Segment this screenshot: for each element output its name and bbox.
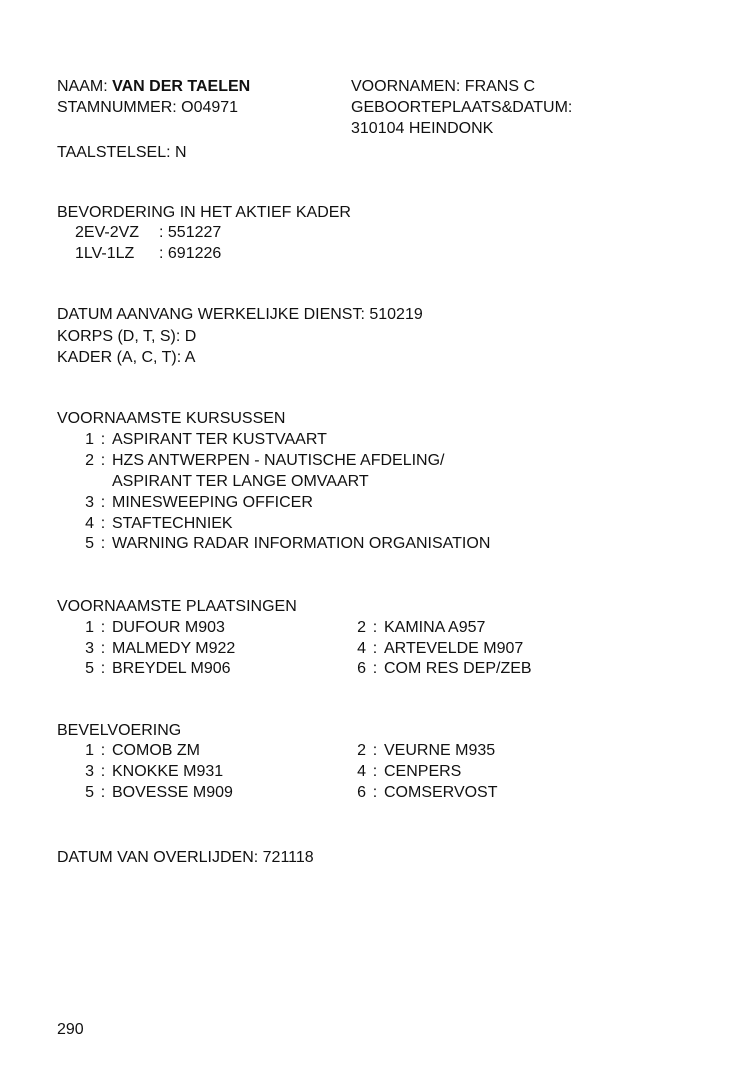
- plaatsing-text: COM RES DEP/ZEB: [384, 660, 532, 677]
- bevel-item: [352, 782, 498, 803]
- kursus-item: [80, 492, 313, 513]
- kursus-number: 2: [85, 452, 94, 469]
- plaatsing-text: BREYDEL M906: [112, 660, 231, 677]
- bevel-text: COMOB ZM: [112, 742, 200, 759]
- separator: :: [372, 784, 378, 801]
- kursus-number: 1: [85, 431, 94, 448]
- plaatsing-item: [352, 658, 532, 679]
- bevel-text: VEURNE M935: [384, 742, 496, 759]
- bevordering-row: [75, 222, 221, 243]
- kursus-continuation: ASPIRANT TER LANGE OMVAART: [112, 473, 369, 490]
- separator: :: [100, 494, 106, 511]
- datum-overlijden: DATUM VAN OVERLIJDEN: 721118: [57, 849, 314, 866]
- plaatsing-item: [352, 638, 523, 659]
- bevordering-title: BEVORDERING IN HET AKTIEF KADER: [57, 204, 351, 221]
- plaatsing-item: [80, 638, 235, 659]
- page-number: 290: [57, 1021, 84, 1038]
- kursus-text: WARNING RADAR INFORMATION ORGANISATION: [112, 535, 491, 552]
- bevordering-code: 2EV-2VZ: [75, 224, 140, 241]
- bevel-item: [80, 761, 223, 782]
- bevel-item: [352, 761, 461, 782]
- bevel-text: BOVESSE M909: [112, 784, 233, 801]
- naam-label: NAAM:: [57, 78, 108, 95]
- bevel-number: 3: [85, 763, 94, 780]
- separator: :: [100, 431, 106, 448]
- bevel-text: CENPERS: [384, 763, 462, 780]
- kursus-text: ASPIRANT TER KUSTVAART: [112, 431, 327, 448]
- bevel-number: 2: [357, 742, 366, 759]
- kursus-text: STAFTECHNIEK: [112, 515, 233, 532]
- kader: KADER (A, C, T): A: [57, 349, 196, 366]
- plaatsing-number: 6: [357, 660, 366, 677]
- kursus-item: [80, 429, 327, 450]
- geboorte-label: GEBOORTEPLAATS&DATUM:: [351, 99, 573, 116]
- separator: :: [372, 619, 378, 636]
- kursus-text: MINESWEEPING OFFICER: [112, 494, 313, 511]
- kursus-number: 3: [85, 494, 94, 511]
- taalstelsel: TAALSTELSEL: N: [57, 144, 187, 161]
- bevel-number: 5: [85, 784, 94, 801]
- separator: :: [100, 640, 106, 657]
- plaatsing-text: DUFOUR M903: [112, 619, 225, 636]
- bevel-item: [80, 740, 200, 761]
- separator: :: [100, 535, 106, 552]
- plaatsing-number: 1: [85, 619, 94, 636]
- separator: :: [100, 660, 106, 677]
- plaatsing-item: [80, 658, 231, 679]
- separator: :: [100, 784, 106, 801]
- plaatsing-text: ARTEVELDE M907: [384, 640, 524, 657]
- korps: KORPS (D, T, S): D: [57, 328, 197, 345]
- plaatsing-number: 5: [85, 660, 94, 677]
- plaatsingen-title: VOORNAAMSTE PLAATSINGEN: [57, 598, 297, 615]
- geboorte-value: 310104 HEINDONK: [351, 120, 494, 137]
- bevel-number: 4: [357, 763, 366, 780]
- kursus-number: 5: [85, 535, 94, 552]
- plaatsing-item: [352, 617, 485, 638]
- plaatsing-number: 4: [357, 640, 366, 657]
- separator: :: [100, 619, 106, 636]
- bevel-number: 6: [357, 784, 366, 801]
- separator: :: [100, 763, 106, 780]
- plaatsing-text: KAMINA A957: [384, 619, 486, 636]
- bevordering-date: : 551227: [159, 224, 222, 241]
- separator: :: [100, 452, 106, 469]
- separator: :: [372, 742, 378, 759]
- kursus-number: 4: [85, 515, 94, 532]
- separator: :: [372, 660, 378, 677]
- kursus-item: [80, 450, 444, 471]
- naam-value: VAN DER TAELEN: [112, 78, 251, 95]
- bevel-number: 1: [85, 742, 94, 759]
- bevel-text: COMSERVOST: [384, 784, 498, 801]
- voornamen: VOORNAMEN: FRANS C: [351, 78, 536, 95]
- separator: :: [372, 763, 378, 780]
- datum-aanvang: DATUM AANVANG WERKELIJKE DIENST: 510219: [57, 306, 423, 323]
- plaatsing-number: 2: [357, 619, 366, 636]
- kursussen-title: VOORNAAMSTE KURSUSSEN: [57, 410, 286, 427]
- kursus-text: HZS ANTWERPEN - NAUTISCHE AFDELING/: [112, 452, 445, 469]
- plaatsing-text: MALMEDY M922: [112, 640, 236, 657]
- bevordering-row: [75, 243, 221, 264]
- bevel-text: KNOKKE M931: [112, 763, 224, 780]
- bevelvoering-title: BEVELVOERING: [57, 722, 182, 739]
- bevel-item: [352, 740, 495, 761]
- plaatsing-number: 3: [85, 640, 94, 657]
- bevordering-date: : 691226: [159, 245, 222, 262]
- separator: :: [372, 640, 378, 657]
- plaatsing-item: [80, 617, 225, 638]
- separator: :: [100, 742, 106, 759]
- stamnummer: STAMNUMMER: O04971: [57, 99, 239, 116]
- bevel-item: [80, 782, 233, 803]
- separator: :: [100, 515, 106, 532]
- kursus-item: [80, 513, 233, 534]
- naam-line: [57, 76, 250, 97]
- bevordering-code: 1LV-1LZ: [75, 245, 135, 262]
- kursus-item: [80, 533, 490, 554]
